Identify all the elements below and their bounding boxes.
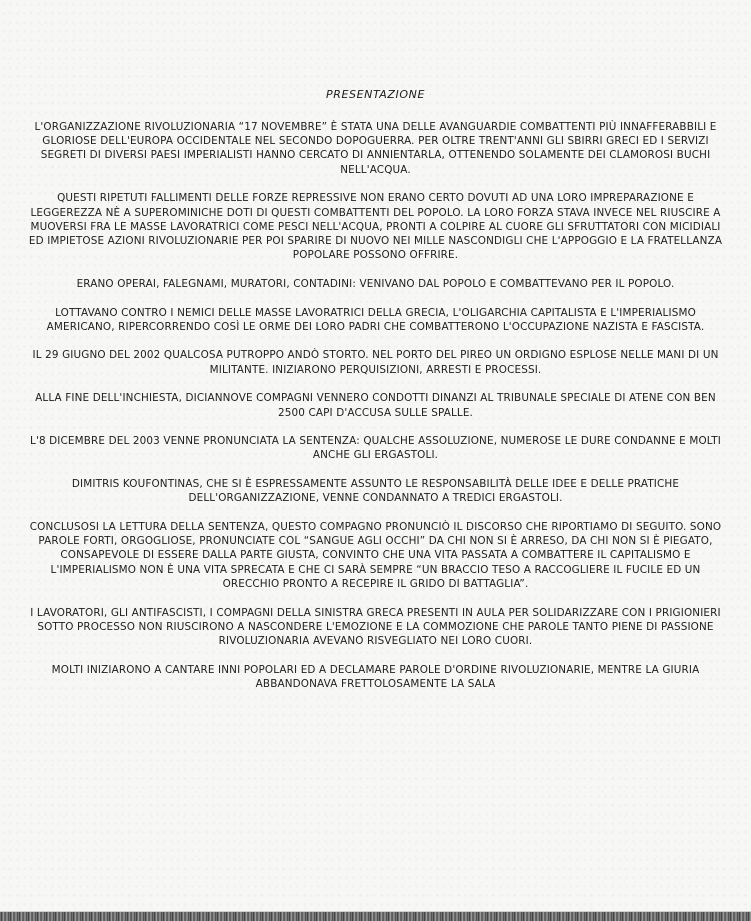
paragraph-11: MOLTI INIZIARONO A CANTARE INNI POPOLARI ED A DECLAMARE PAROLE D'ORDINE RIVOLUZIONARIE, MENTRE LA GIURIA ABBANDONAVA FRETTOLOSAMENTE LA SALA (51, 663, 700, 690)
paragraph-9: CONCLUSOSI LA LETTURA DELLA SENTENZA, QUESTO COMPAGNO PRONUNCIÒ IL DISCORSO CHE RIPORTIAMO DI SEGUITO. SONO PAROLE FORTI, ORGOGLIOSE, PRONUNCIATE COL “SANGUE AGLI OCCHI” DA CHI NON SI È ARRESO, DA CHI NON SI È PIEGATO, CONSAPEVOLE DI ESSERE DALLA PARTE GIUSTA, CONVINTO CHE UNA VITA PASSATA A COMBATTERE IL CAPITALISMO E L'IMPERIALISMO NON È UNA VITA SPRECATA E CHE CI SARÀ SEMPRE “UN BRACCIO TESO A RACCOGLIERE IL FUCILE ED UN ORECCHIO PRONTO A RECEPIRE IL GRIDO DI BATTAGLIA”. (29, 521, 722, 590)
page-title: PRESENTAZIONE (325, 88, 426, 101)
scan-edge-border (0, 911, 751, 921)
paragraph-7: L'8 DICEMBRE DEL 2003 VENNE PRONUNCIATA LA SENTENZA: QUALCHE ASSOLUZIONE, NUMEROSE LE DURE CONDANNE E MOLTI ANCHE GLI ERGASTOLI. (30, 435, 721, 462)
paragraph-6: ALLA FINE DELL'INCHIESTA, DICIANNOVE COMPAGNI VENNERO CONDOTTI DINANZI AL TRIBUNALE SPECIALE DI ATENE CON BEN 2500 CAPI D'ACCUSA SULLE SPALLE. (35, 392, 716, 419)
paragraph-1: L'ORGANIZZAZIONE RIVOLUZIONARIA “17 NOVEMBRE” È STATA UNA DELLE AVANGUARDIE COMBATTENTI PIÙ INNAFFERABBILI E GLORIOSE DELL'EUROPA OCCIDENTALE NEL SECONDO DOPOGUERRA. PER OLTRE TRENT'ANNI GLI SBIRRI GRECI ED I SERVIZI SEGRETI DI DIVERSI PAESI IMPERIALISTI HANNO CERCATO DI ANNIENTARLA, OTTENENDO SOLAMENTE DEI CLAMOROSI BUCHI NELL'ACQUA. (34, 121, 717, 176)
paragraph-4: LOTTAVANO CONTRO I NEMICI DELLE MASSE LAVORATRICI DELLA GRECIA, L'OLIGARCHIA CAPITALISTA E L'IMPERIALISMO AMERICANO, RIPERCORRENDO COSÌ LE ORME DEI LORO PADRI CHE COMBATTERONO L'OCCUPAZIONE NAZISTA E FASCISTA. (46, 306, 705, 333)
document-body (28, 120, 723, 706)
paragraph-10: I LAVORATORI, GLI ANTIFASCISTI, I COMPAGNI DELLA SINISTRA GRECA PRESENTI IN AULA PER SOLIDARIZZARE CON I PRIGIONIERI SOTTO PROCESSO NON RIUSCIRONO A NASCONDERE L'EMOZIONE E LA COMMOZIONE CHE PAROLE TANTO PIENE DI PASSIONE RIVOLUZIONARIA AVEVANO RISVEGLIATO NEI LORO CUORI. (30, 606, 721, 647)
paragraph-8: DIMITRIS KOUFONTINAS, CHE SI È ESPRESSAMENTE ASSUNTO LE RESPONSABILITÀ DELLE IDEE E DELLE PRATICHE DELL'ORGANIZZAZIONE, VENNE CONDANNATO A TREDICI ERGASTOLI. (71, 478, 680, 505)
paragraph-5: IL 29 GIUGNO DEL 2002 QUALCOSA PUTROPPO ANDÒ STORTO. NEL PORTO DEL PIREO UN ORDIGNO ESPLOSE NELLE MANI DI UN MILITANTE. INIZIARONO PERQUISIZIONI, ARRESTI E PROCESSI. (32, 349, 719, 376)
paragraph-3: ERANO OPERAI, FALEGNAMI, MURATORI, CONTADINI: VENIVANO DAL POPOLO E COMBATTEVANO PER IL POPOLO. (76, 277, 675, 290)
paragraph-2: QUESTI RIPETUTI FALLIMENTI DELLE FORZE REPRESSIVE NON ERANO CERTO DOVUTI AD UNA LORO IMPREPARAZIONE E LEGGEREZZA NÈ A SUPEROMINICHE DOTI DI QUESTI COMBATTENTI DEL POPOLO. LA LORO FORZA STAVA INVECE NEL RIUSCIRE A MUOVERSI FRA LE MASSE LAVORATRICI COME PESCI NELL'ACQUA, PRONTI A COLPIRE AL CUORE GLI SFRUTTATORI CON MICIDIALI ED IMPIETOSE AZIONI RIVOLUZIONARIE PER POI SPARIRE DI NUOVO NEI MILLE NASCONDIGLI CHE L'APPOGGIO E LA FRATELLANZA POPOLARE POSSONO OFFRIRE. (28, 192, 723, 262)
